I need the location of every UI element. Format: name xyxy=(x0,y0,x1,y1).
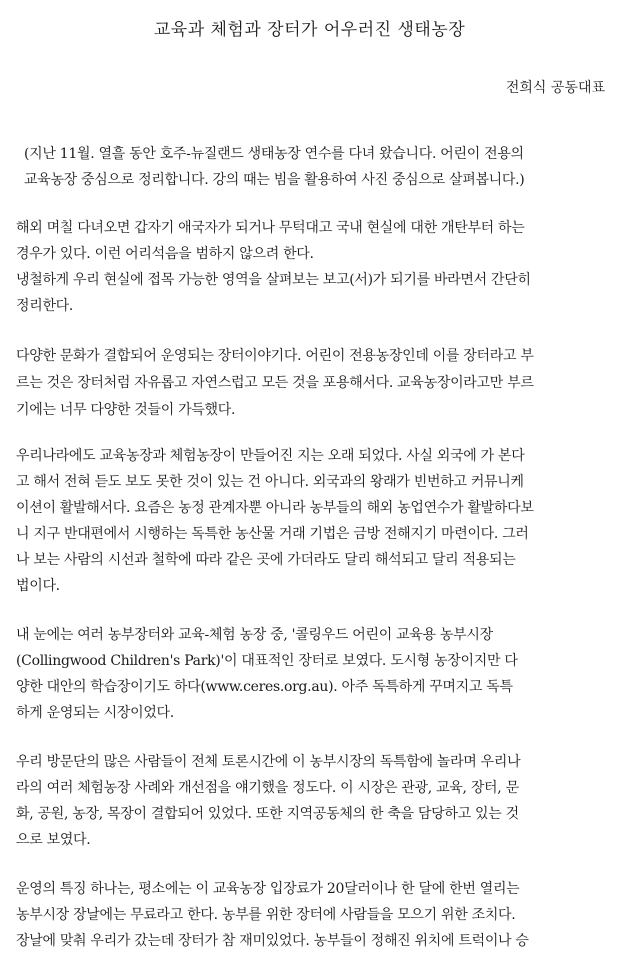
text-line: 농부시장 장날에는 무료라고 한다. 농부를 위한 장터에 사람들을 모으기 위한 조치다. xyxy=(16,907,516,923)
text-line: 양한 대안의 학습장이기도 하다(www.ceres.org.au). 아주 독특하게 꾸며지고 독특 xyxy=(16,679,513,695)
text-line: 법이다. xyxy=(16,578,60,594)
text-line: 운영의 특징 하나는, 평소에는 이 교육농장 입장료가 20달러이나 한 달에 한번 열리는 xyxy=(16,881,520,897)
text-line: 하게 운영되는 시장이었다. xyxy=(16,705,174,721)
text-line: 르는 것은 장터처럼 자유롭고 자연스럽고 모든 것을 포용해서다. 교육농장이라고만 부르 xyxy=(16,375,534,391)
text-line: 장날에 맞춰 우리가 갔는데 장터가 참 재미있었다. 농부들이 정해진 위치에 트럭이나 승 xyxy=(16,933,529,949)
text-line: 내 눈에는 여러 농부장터와 교육-체험 농장 중, '콜링우드 어린이 교육용 농부시장 xyxy=(16,627,493,643)
text-line: (Collingwood Children's Park)'이 대표적인 장터로 보였다. 도시형 농장이지만 다 xyxy=(16,653,518,669)
text-line: 냉철하게 우리 현실에 접목 가능한 영역을 살펴보는 보고(서)가 되기를 바라면서 간단히 xyxy=(16,272,531,288)
text-line: 기에는 너무 다양한 것들이 가득했다. xyxy=(16,402,236,418)
text-line: 다양한 문화가 결합되어 운영되는 장터이야기다. 어린이 전용농장인데 이를 장터라고 부 xyxy=(16,348,534,364)
text-line: (지난 11월. 열흘 동안 호주-뉴질랜드 생태농장 연수를 다녀 왔습니다. 어린이 전용의 xyxy=(24,146,524,162)
document-author: 전희식 공동대표 xyxy=(505,80,605,96)
text-line: 정리한다. xyxy=(16,298,74,314)
text-line: 으로 보였다. xyxy=(16,832,91,848)
text-line: 라의 여러 체험농장 사례와 개선점을 얘기했을 정도다. 이 시장은 관광, 교육, 장터, 문 xyxy=(16,780,519,796)
text-line: 경우가 있다. 이런 어리석음을 범하지 않으려 한다. xyxy=(16,246,314,262)
text-line: 니 지구 반대편에서 시행하는 독특한 농산물 거래 기법은 금방 전해지기 마련이다. 그러 xyxy=(16,526,529,542)
text-line: 이션이 활발해서다. 요즘은 농정 관계자뿐 아니라 농부들의 해외 농업연수가 활발하다보 xyxy=(16,500,534,516)
text-line: 교육농장 중심으로 정리합니다. 강의 때는 빔을 활용하여 사진 중심으로 살펴봅니다.) xyxy=(24,172,525,188)
text-line: 해외 며칠 다녀오면 갑자기 애국자가 되거나 무턱대고 국내 현실에 대한 개탄부터 하는 xyxy=(16,220,525,236)
text-line: 화, 공원, 농장, 목장이 결합되어 있었다. 또한 지역공동체의 한 축을 담당하고 있는 것 xyxy=(16,806,519,822)
text-line: 나 보는 사람의 시선과 철학에 따라 같은 곳에 가더라도 달리 해석되고 달리 적용되는 xyxy=(16,552,516,568)
document-title: 교육과 체험과 장터가 어우러진 생태농장 xyxy=(153,20,466,40)
text-line: 고 해서 전혀 듣도 보도 못한 것이 있는 건 아니다. 외국과의 왕래가 빈번하고 커뮤니케 xyxy=(16,474,524,490)
text-line: 우리 방문단의 많은 사람들이 전체 토론시간에 이 농부시장의 독특함에 놀라며 우리나 xyxy=(16,754,521,770)
text-line: 우리나라에도 교육농장과 체험농장이 만들어진 지는 오래 되었다. 사실 외국에 가 본다 xyxy=(16,448,525,464)
